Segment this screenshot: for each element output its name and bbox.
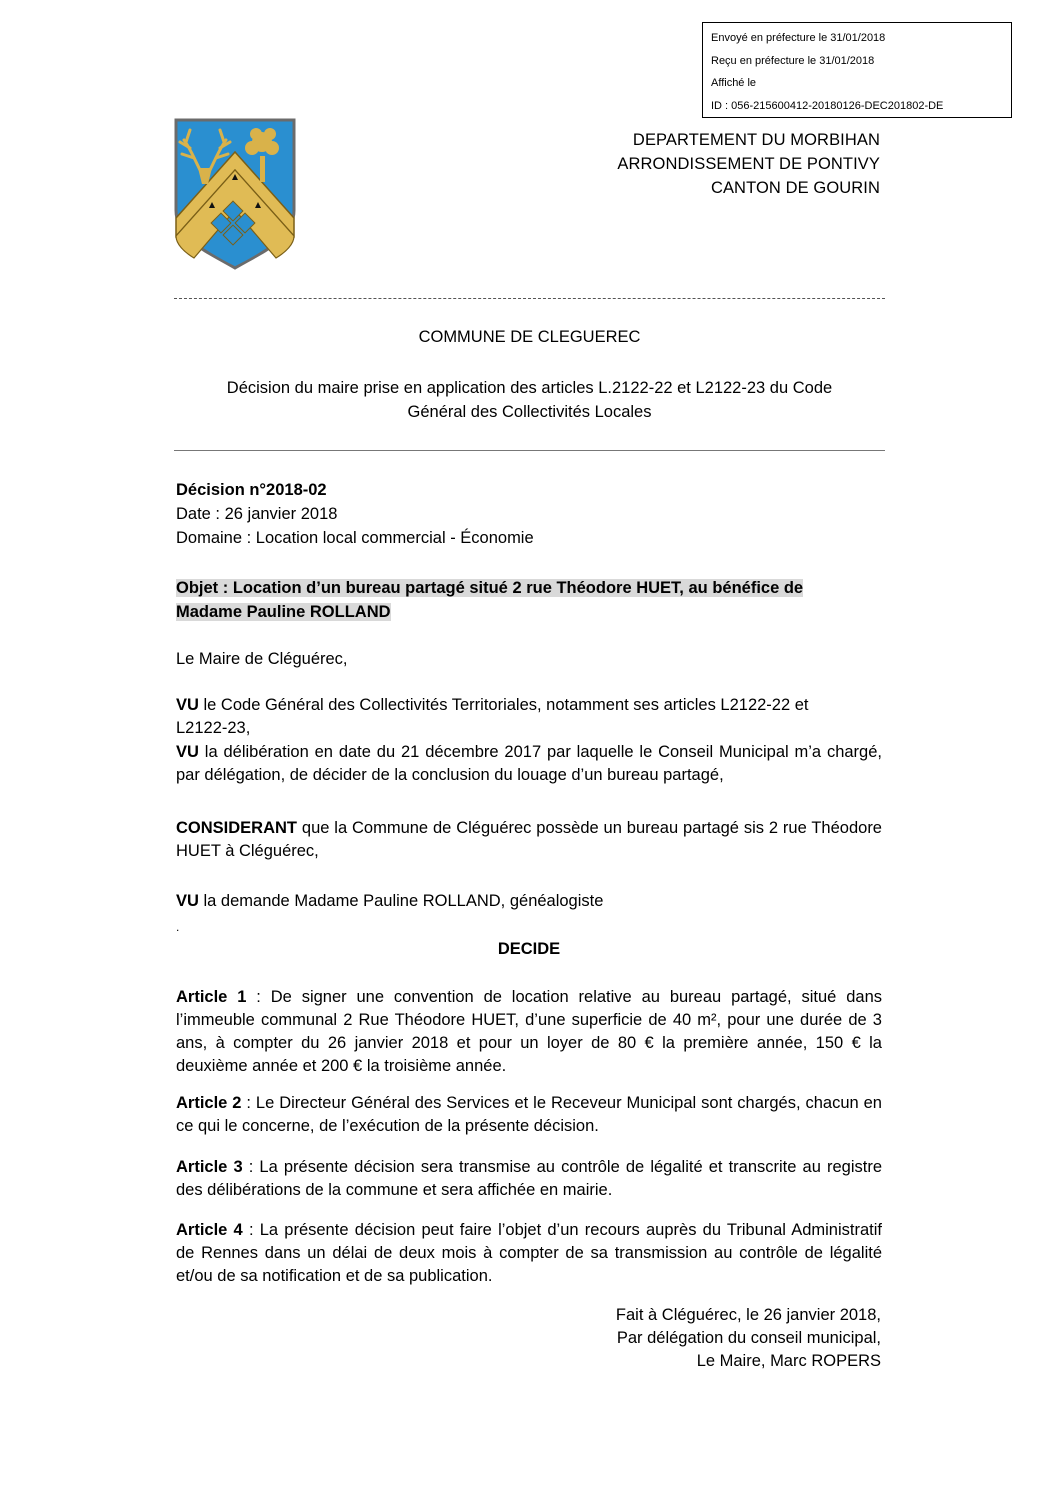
signature-delegation: Par délégation du conseil municipal, [616, 1329, 881, 1347]
decide-heading: DECIDE [497, 940, 561, 958]
vu-text: la demande Madame Pauline ROLLAND, généalogiste [198, 892, 604, 910]
stamp-posted: Affiché le [711, 77, 757, 89]
decision-number: Décision n°2018-02 [176, 481, 327, 499]
article-text: : La présente décision sera transmise au contrôle de légalité et transcrite au registre des délibérations de la commune et sera affichée en mairie. [176, 1158, 882, 1199]
stamp-sent: Envoyé en préfecture le 31/01/2018 [711, 32, 886, 44]
department-line: DEPARTEMENT DU MORBIHAN [632, 131, 880, 149]
article-1 [176, 986, 882, 1078]
article-label: Article 1 [176, 988, 247, 1006]
article-label: Article 2 [176, 1094, 242, 1112]
article-4 [176, 1219, 882, 1288]
stray-dot: . [176, 920, 180, 934]
department-header [617, 128, 880, 200]
coat-of-arms-icon [172, 118, 298, 270]
decision-meta [176, 478, 534, 550]
article-text: : La présente décision peut faire l’objet d’un recours auprès du Tribunal Administratif de Rennes dans un délai de deux mois à compter de sa transmission au contrôle de légalité et/ou de sa notification et de sa publication. [176, 1221, 882, 1285]
article-label: Article 3 [176, 1158, 243, 1176]
commune-title: COMMUNE DE CLEGUEREC [418, 328, 641, 346]
vu-request [176, 890, 882, 913]
vu-label: VU [176, 696, 199, 714]
considerant-label: CONSIDERANT [176, 819, 298, 837]
decision-domain: Domaine : Location local commercial - Économie [176, 529, 534, 547]
considerant-text: que la Commune de Cléguérec possède un bureau partagé sis 2 rue Théodore HUET à Cléguérec, [176, 819, 882, 860]
decision-subtitle [174, 376, 885, 424]
object-line-1: Objet : Location d’un bureau partagé situé 2 rue Théodore HUET, au bénéfice de [176, 579, 804, 597]
arrondissement-line: ARRONDISSEMENT DE PONTIVY [617, 155, 880, 173]
signature-block [616, 1304, 881, 1373]
decision-date: Date : 26 janvier 2018 [176, 505, 338, 523]
vu-text: le Code Général des Collectivités Territoriales, notamment ses articles L2122-22 et L2122-23, [176, 696, 809, 737]
article-text: : De signer une convention de location relative au bureau partagé, situé dans l’immeuble communal 2 Rue Théodore HUET, d’une superficie de 40 m², pour une durée de 3 ans, à compter du 26 janvier 2018 et pour un loyer de 80 € la première année, 150 € la deuxième année et 200 € la troisième année. [176, 988, 882, 1075]
stamp-id: ID : 056-215600412-20180126-DEC201802-DE [711, 99, 944, 112]
article-3 [176, 1156, 882, 1202]
dotted-divider [174, 298, 885, 299]
vu-text: la délibération en date du 21 décembre 2017 par laquelle le Conseil Municipal m’a chargé, par délégation, de décider de la conclusion du louage d’un bureau partagé, [176, 743, 882, 784]
object-line-2: Madame Pauline ROLLAND [176, 603, 391, 621]
considerant [176, 817, 882, 863]
vu-deliberation [176, 741, 882, 787]
article-2 [176, 1092, 882, 1138]
article-text: : Le Directeur Général des Services et le Receveur Municipal sont chargés, chacun en ce qui le concerne, de l’exécution de la présente décision. [176, 1094, 882, 1135]
decision-object [176, 576, 866, 624]
intro-line: Le Maire de Cléguérec, [176, 650, 348, 668]
signature-place-date: Fait à Cléguérec, le 26 janvier 2018, [615, 1306, 881, 1324]
vu-label: VU [176, 743, 199, 761]
subtitle-line-2: Général des Collectivités Locales [407, 403, 652, 421]
solid-divider [174, 450, 885, 451]
stamp-received: Reçu en préfecture le 31/01/2018 [711, 54, 875, 67]
canton-line: CANTON DE GOURIN [710, 179, 880, 197]
article-label: Article 4 [176, 1221, 243, 1239]
signature-mayor: Le Maire, Marc ROPERS [696, 1352, 881, 1370]
subtitle-line-1: Décision du maire prise en application des articles L.2122-22 et L2122-23 du Code [226, 379, 833, 397]
vu-label: VU [176, 892, 199, 910]
vu-code [176, 694, 856, 740]
prefecture-stamp [702, 22, 1012, 118]
